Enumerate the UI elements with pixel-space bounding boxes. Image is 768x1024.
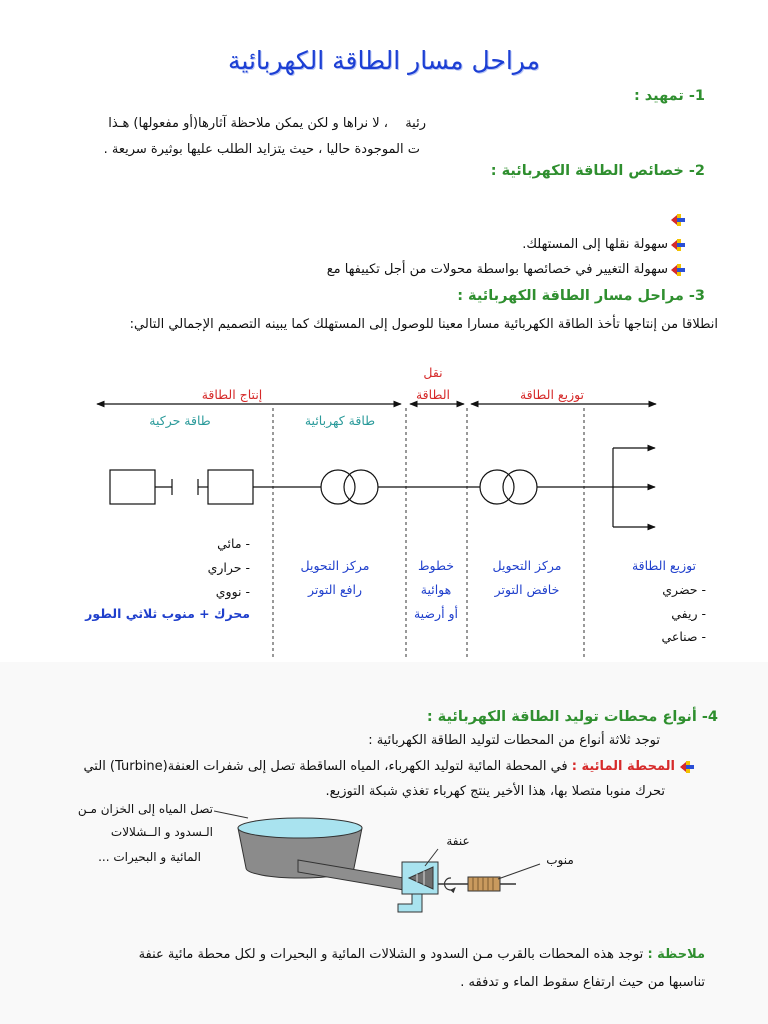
source-nuclear: - نووي bbox=[215, 584, 250, 599]
step-down-station-label-1: مركز التحويل bbox=[492, 558, 562, 573]
section1-heading: 1- تمهيد : bbox=[633, 88, 705, 104]
water-source-label-2: الـسدود و الــشلالات bbox=[110, 825, 213, 839]
hydro-station-line bbox=[83, 759, 675, 775]
bullet-arrow-icon bbox=[671, 213, 687, 227]
page-title: مراحل مسار الطاقة الكهربائية bbox=[228, 46, 540, 75]
section4-intro: توجد ثلاثة أنواع من المحطات لتوليد الطاقة الكهربائية : bbox=[368, 733, 660, 748]
section1-fragment-a: رئية bbox=[405, 116, 426, 131]
stage-distribution-label: توزيع الطاقة bbox=[519, 387, 585, 402]
engine-box bbox=[110, 470, 155, 504]
stage-production-label: إنتاج الطاقة bbox=[201, 387, 263, 402]
note-text: توجد هذه المحطات بالقرب مـن السدود و الشلالات المائية و البحيرات و لكل محطة مائية عنفة bbox=[138, 947, 644, 962]
stage-transport-label-1: نقل bbox=[423, 365, 443, 380]
distribution-urban: - حضري bbox=[662, 582, 706, 597]
water-tank-surface bbox=[238, 818, 362, 838]
step-down-station-label-2: خافض التوتر bbox=[494, 582, 560, 597]
note-line bbox=[139, 947, 705, 963]
step-up-station-label-1: مركز التحويل bbox=[300, 558, 370, 573]
distribution-industrial: - صناعي bbox=[661, 629, 706, 644]
transmission-lines-label-3: أو أرضية bbox=[413, 606, 459, 621]
section4-heading: 4- أنواع محطات توليد الطاقة الكهربائية : bbox=[426, 709, 718, 725]
bullet-arrow-icon bbox=[671, 238, 687, 252]
section1-fragment-b: ، لا نراها و لكن يمكن ملاحظة آثارها(أو مفعولها) هـذا bbox=[108, 116, 388, 131]
bullet-arrow-icon bbox=[671, 263, 687, 277]
bullet-arrow-icon bbox=[680, 760, 696, 774]
step-down-transformer-coil-2 bbox=[503, 470, 537, 504]
electrical-energy-label: طاقة كهربائية bbox=[304, 413, 376, 428]
generator-box bbox=[208, 470, 253, 504]
step-up-station-label-2: رافع التوتر bbox=[308, 582, 362, 597]
water-source-label-1: تصل المياه إلى الخزان مـن bbox=[77, 802, 213, 816]
note-line2: تناسبها من حيث ارتفاع سقوط الماء و تدفقه . bbox=[460, 975, 705, 990]
hydro-station-line2: تحرك منوبا متصلا بها، هذا الأخير ينتج كهرباء تغذي شبكة التوزيع. bbox=[325, 784, 665, 799]
section1-line2: ت الموجودة حاليا ، حيث يتزايد الطلب عليها بوثيرة سريعة . bbox=[103, 142, 420, 157]
source-thermal: - حراري bbox=[207, 560, 250, 575]
distribution-title: توزيع الطاقة bbox=[631, 558, 697, 573]
hydro-station-text: في المحطة المائية لتوليد الكهرباء، المياه الساقطة تصل إلى شفرات العنفة(Turbine) التي bbox=[83, 759, 568, 774]
step-up-transformer-coil-2 bbox=[344, 470, 378, 504]
step-up-transformer-coil-1 bbox=[321, 470, 355, 504]
stage-transport-label-2: الطاقة bbox=[415, 387, 451, 402]
section2-heading: 2- خصائص الطاقة الكهربائية : bbox=[490, 163, 705, 179]
step-down-transformer-coil-1 bbox=[480, 470, 514, 504]
water-source-label-3: المائية و البحيرات ... bbox=[98, 850, 201, 864]
engine-generator-label: محرك + منوب ثلاثي الطور bbox=[85, 606, 250, 621]
note-label: ملاحظة : bbox=[647, 947, 705, 962]
water-source-leader-line bbox=[214, 811, 248, 818]
transmission-lines-label-2: هوائية bbox=[420, 582, 452, 597]
generator-label: منوب bbox=[546, 853, 574, 867]
water-outlet bbox=[398, 894, 422, 912]
transmission-lines-label-1: خطوط bbox=[418, 558, 454, 573]
hydro-station-label: المحطة المائية : bbox=[571, 759, 675, 774]
source-hydro: - مائي bbox=[217, 536, 250, 551]
property-bullet-transport: سهولة نقلها إلى المستهلك. bbox=[522, 237, 668, 252]
turbine-label: عنفة bbox=[446, 834, 470, 848]
section3-heading: 3- مراحل مسار الطاقة الكهربائية : bbox=[457, 288, 705, 304]
property-bullet-transform: سهولة التغيير في خصائصها بواسطة محولات من أجل تكييفها مع bbox=[326, 262, 668, 277]
kinetic-energy-label: طاقة حركية bbox=[149, 413, 211, 428]
section3-intro: انطلاقا من إنتاجها تأخذ الطاقة الكهربائية مسارا معينا للوصول إلى المستهلك كما يبينه التصميم الإجمالي التالي: bbox=[129, 317, 718, 332]
distribution-rural: - ريفي bbox=[671, 606, 706, 621]
